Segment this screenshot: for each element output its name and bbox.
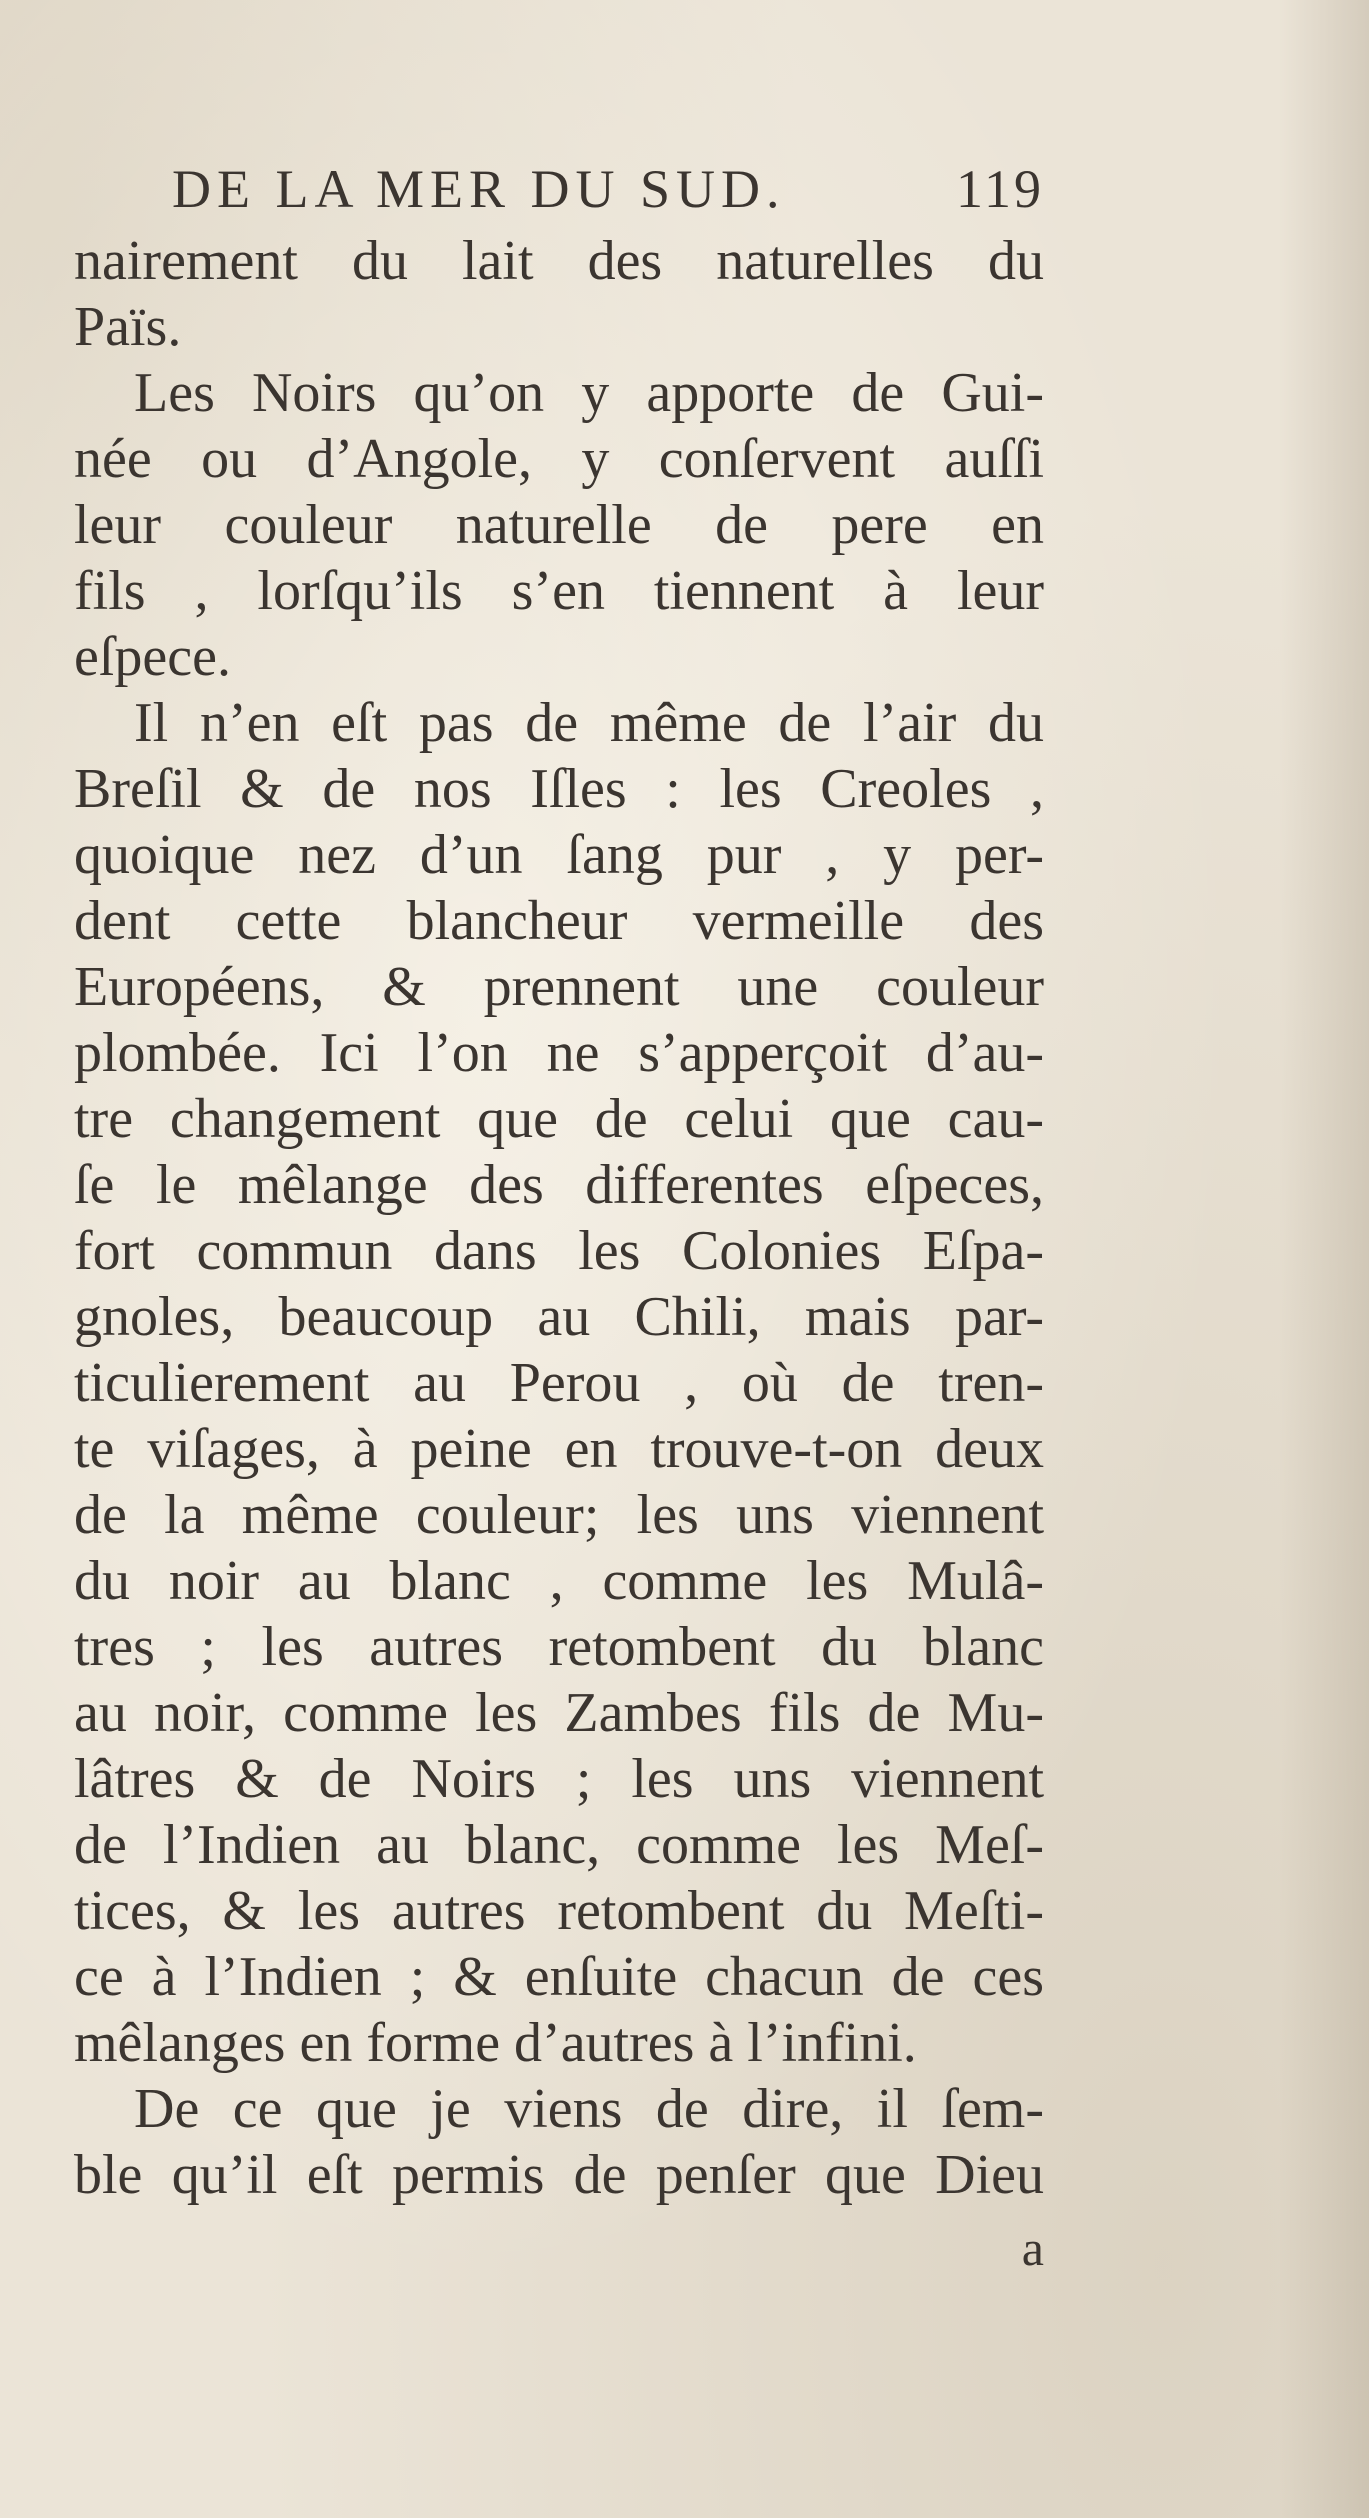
text-line: gnoles, beaucoup au Chili, mais par- — [74, 1286, 1044, 1348]
text-line: mêlanges en forme d’autres à l’infini. — [74, 2012, 917, 2074]
text-line: ble qu’il eſt permis de penſer que Dieu — [74, 2144, 1044, 2206]
text-line: nairement du lait des naturelles du — [74, 230, 1044, 292]
text-line: tres ; les autres retombent du blanc — [74, 1616, 1044, 1678]
page-binding-shadow — [1279, 0, 1369, 2518]
text-line: tices, & les autres retombent du Meſti- — [74, 1880, 1044, 1942]
text-line: eſpece. — [74, 626, 231, 688]
text-line: De ce que je viens de dire, il ſem- — [134, 2078, 1044, 2140]
text-line: fort commun dans les Colonies Eſpa- — [74, 1220, 1044, 1282]
text-line: née ou d’Angole, y conſervent auſſi — [74, 428, 1044, 490]
text-block — [74, 158, 1044, 2288]
text-line: ce à l’Indien ; & enſuite chacun de ces — [74, 1946, 1044, 2008]
text-line: dent cette blancheur vermeille des — [74, 890, 1044, 952]
text-line: tre changement que de celui que cau- — [74, 1088, 1044, 1150]
catchword: a — [1021, 2220, 1044, 2276]
text-line: au noir, comme les Zambes fils de Mu- — [74, 1682, 1044, 1744]
page-number: 119 — [956, 159, 1044, 219]
text-line: de la même couleur; les uns viennent — [74, 1484, 1044, 1546]
text-line: du noir au blanc , comme les Mulâ- — [74, 1550, 1044, 1612]
text-line: lâtres & de Noirs ; les uns viennent — [74, 1748, 1044, 1810]
running-head — [74, 158, 1044, 228]
text-line: te viſages, à peine en trouve-t-on deux — [74, 1418, 1044, 1480]
text-line: Païs. — [74, 296, 182, 358]
text-line: Les Noirs qu’on y apporte de Gui- — [134, 362, 1044, 424]
text-line: fils , lorſqu’ils s’en tiennent à leur — [74, 560, 1044, 622]
text-line: quoique nez d’un ſang pur , y per- — [74, 824, 1044, 886]
text-line: Il n’en eſt pas de même de l’air du — [134, 692, 1044, 754]
text-line: ticulierement au Perou , où de tren- — [74, 1352, 1044, 1414]
text-line: plombée. Ici l’on ne s’apperçoit d’au- — [74, 1022, 1044, 1084]
running-title: DE LA MER DU SUD. — [172, 159, 786, 219]
text-line: Européens, & prennent une couleur — [74, 956, 1044, 1018]
text-line: leur couleur naturelle de pere en — [74, 494, 1044, 556]
text-line: Breſil & de nos Iſles : les Creoles , — [74, 758, 1044, 820]
text-line: de l’Indien au blanc, comme les Meſ- — [74, 1814, 1044, 1876]
body-text — [74, 228, 1044, 2208]
text-line: ſe le mêlange des differentes eſpeces, — [74, 1154, 1044, 1216]
